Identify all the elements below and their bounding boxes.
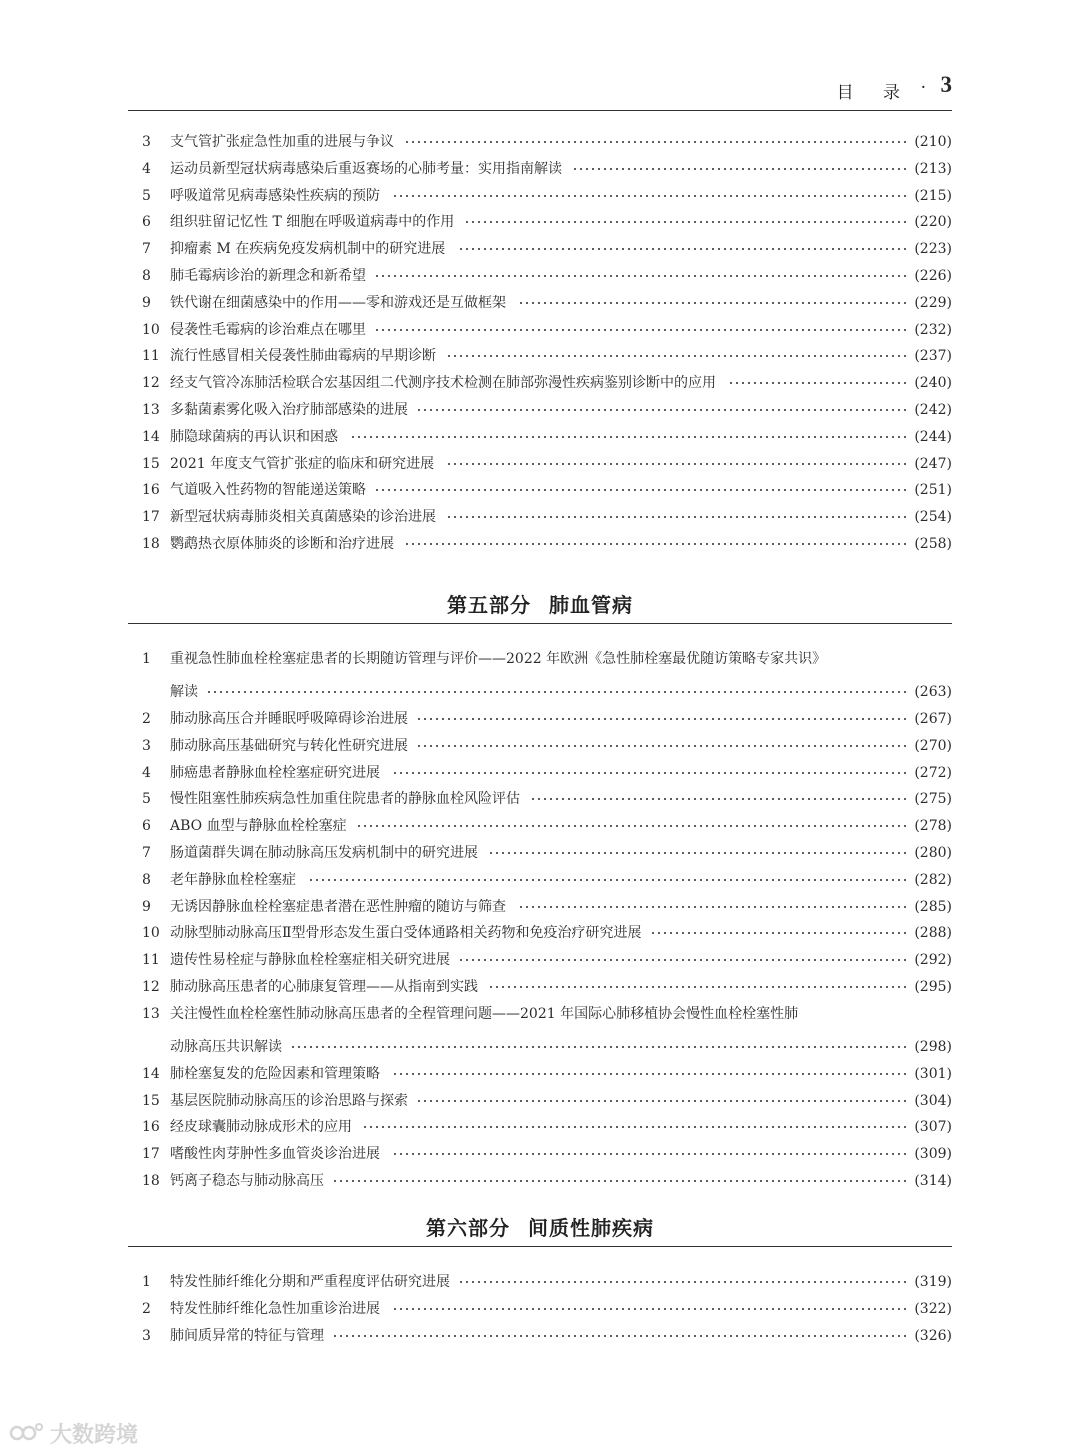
entry-number: 13 (142, 1005, 160, 1022)
toc-entry (128, 264, 952, 288)
entry-number: 2 (142, 711, 151, 727)
entry-page: (314) (914, 1173, 952, 1189)
watermark-text: 大数跨境 (50, 1422, 139, 1448)
leader-dots (404, 141, 908, 143)
entry-page: (251) (914, 482, 952, 499)
toc-entry (128, 1270, 952, 1294)
entry-number: 16 (142, 1119, 160, 1136)
entry-title: 特发性肺纤维化急性加重诊治进展 (170, 1300, 380, 1317)
leader-dots (308, 879, 908, 881)
leader-dots (416, 745, 908, 747)
entry-page: (278) (914, 818, 952, 835)
leader-dots (374, 275, 908, 277)
entry-title: 运动员新型冠状病毒感染后重返赛场的心肺考量：实用指南解读 (170, 160, 562, 177)
section-part-label: 第五部分 (447, 593, 531, 617)
entry-number: 8 (142, 268, 151, 284)
toc-entry (128, 344, 952, 368)
leader-dots (374, 329, 908, 331)
entry-title: 钙离子稳态与肺动脉高压 (170, 1173, 324, 1189)
leader-dots (488, 986, 908, 988)
entry-number: 15 (142, 1092, 160, 1109)
entry-number: 3 (142, 737, 151, 754)
leader-dots (362, 1126, 908, 1128)
toc-entry (128, 895, 952, 919)
leader-dots (650, 932, 908, 934)
toc-entry (128, 425, 952, 449)
toc-entry (128, 868, 952, 892)
entry-title: 2021 年度支气管扩张症的临床和研究进展 (170, 455, 435, 472)
entry-page: (263) (914, 684, 952, 700)
toc-entry (128, 1142, 952, 1166)
entry-title: 经皮球囊肺动脉成形术的应用 (170, 1119, 352, 1136)
page-header (128, 74, 952, 111)
entry-page: (210) (914, 134, 952, 150)
entry-page: (226) (914, 268, 952, 284)
leader-dots (374, 489, 908, 491)
section-title-5 (128, 589, 952, 618)
entry-title: 动脉型肺动脉高压Ⅱ型骨形态发生蛋白受体通路相关药物和免疫治疗研究进展 (170, 925, 642, 942)
entry-number: 14 (142, 1065, 160, 1082)
toc-entry (128, 707, 952, 731)
toc-entry (128, 532, 952, 556)
entry-page: (267) (914, 711, 952, 727)
entry-number: 17 (142, 509, 160, 526)
entry-number: 9 (142, 898, 151, 915)
entry-title: 肺动脉高压患者的心肺康复管理——从指南到实践 (170, 979, 478, 995)
toc-entry (128, 787, 952, 811)
leader-dots (458, 248, 908, 250)
entry-title: 肺动脉高压基础研究与转化性研究进展 (170, 737, 408, 754)
entry-page: (326) (914, 1327, 952, 1344)
entry-page: (254) (914, 509, 952, 526)
entry-page: (319) (914, 1274, 952, 1290)
entry-page: (307) (914, 1119, 952, 1136)
leader-dots (392, 772, 908, 774)
toc-entry (128, 1062, 952, 1086)
entry-number: 18 (142, 536, 160, 552)
leader-dots (464, 221, 908, 223)
entry-page: (275) (914, 791, 952, 808)
entry-title: 重视急性肺血栓栓塞症患者的长期随访管理与评价——2022 年欧洲《急性肺栓塞最优随访策略专家共识》 (170, 651, 827, 667)
entry-page: (322) (914, 1300, 952, 1317)
entry-number: 9 (142, 294, 151, 311)
leader-dots (416, 1100, 908, 1102)
entry-page: (223) (914, 241, 952, 258)
entry-number: 18 (142, 1173, 160, 1189)
entry-title: 慢性阻塞性肺疾病急性加重住院患者的静脉血栓风险评估 (170, 791, 520, 808)
toc-entry (128, 761, 952, 785)
leader-dots (728, 382, 908, 384)
entry-title: 无诱因静脉血栓栓塞症患者潜在恶性肿瘤的随访与筛查 (170, 898, 506, 915)
entry-page: (285) (914, 898, 952, 915)
entry-number: 15 (142, 455, 160, 472)
toc-entry (128, 948, 952, 972)
entry-page: (229) (914, 294, 952, 311)
header-label: 目 录 (836, 83, 912, 103)
entry-title: 侵袭性毛霉病的诊治难点在哪里 (170, 321, 366, 338)
entry-number: 13 (142, 402, 160, 418)
entry-number: 5 (142, 187, 151, 204)
leader-dots (446, 516, 908, 518)
entry-page: (215) (914, 187, 952, 204)
leader-dots (392, 195, 908, 197)
entry-page: (237) (914, 348, 952, 365)
toc-entry (128, 237, 952, 261)
entry-page: (298) (914, 1038, 952, 1055)
section-name: 间质性肺疾病 (528, 1216, 654, 1240)
toc-entry (128, 184, 952, 208)
toc-entry (128, 210, 952, 234)
entry-number: 1 (142, 651, 151, 667)
toc-entry (128, 647, 952, 671)
entry-title: 特发性肺纤维化分期和严重程度评估研究进展 (170, 1274, 450, 1290)
page-number: 3 (940, 72, 952, 97)
section-rule (128, 623, 952, 624)
entry-title: 多黏菌素雾化吸入治疗肺部感染的进展 (170, 402, 408, 418)
entry-title: 关注慢性血栓栓塞性肺动脉高压患者的全程管理问题——2021 年国际心肺移植协会慢性血栓栓塞性肺 (170, 1005, 799, 1022)
entry-title: 气道吸入性药物的智能递送策略 (170, 482, 366, 499)
entry-number: 12 (142, 979, 160, 995)
leader-dots (392, 1308, 908, 1310)
leader-dots (332, 1180, 908, 1182)
toc-entry (128, 975, 952, 999)
entry-page: (247) (914, 455, 952, 472)
entry-number: 17 (142, 1146, 160, 1163)
toc-entry (128, 478, 952, 502)
leader-dots (572, 168, 908, 170)
entry-number: 11 (142, 348, 160, 365)
entry-title: 新型冠状病毒肺炎相关真菌感染的诊治进展 (170, 509, 436, 526)
entry-page: (232) (914, 321, 952, 338)
entry-page: (244) (914, 428, 952, 445)
entry-page: (270) (914, 737, 952, 754)
toc-entry (128, 921, 952, 945)
leader-dots (356, 825, 908, 827)
watermark-logo-icon (8, 1419, 44, 1447)
entry-title: 肺隐球菌病的再认识和困惑 (170, 428, 338, 445)
entry-number: 12 (142, 375, 160, 392)
toc-entry (128, 452, 952, 476)
leader-dots (416, 409, 908, 411)
entry-page: (242) (914, 402, 952, 418)
leader-dots (332, 1335, 908, 1337)
entry-number: 1 (142, 1274, 151, 1290)
leader-dots (404, 543, 908, 545)
toc-entry (128, 1115, 952, 1139)
leader-dots (458, 959, 908, 961)
entry-number: 2 (142, 1300, 151, 1317)
entry-page: (304) (914, 1092, 952, 1109)
entry-page: (272) (914, 764, 952, 781)
entry-number: 6 (142, 214, 151, 231)
entry-page: (240) (914, 375, 952, 392)
section-title-6 (128, 1212, 952, 1241)
entry-number: 6 (142, 818, 151, 835)
entry-page: (295) (914, 979, 952, 995)
toc-entry (128, 1324, 952, 1348)
toc-entry (128, 371, 952, 395)
leader-dots (290, 1046, 908, 1048)
entry-number: 14 (142, 428, 160, 445)
entry-number: 10 (142, 321, 160, 338)
toc-entry (128, 398, 952, 422)
entry-title: 呼吸道常见病毒感染性疾病的预防 (170, 187, 380, 204)
leader-dots (530, 798, 908, 800)
section-name: 肺血管病 (549, 593, 633, 617)
entry-number: 10 (142, 925, 160, 942)
watermark (8, 1416, 138, 1450)
entry-page: (280) (914, 845, 952, 861)
toc-entry (128, 1297, 952, 1321)
leader-dots (458, 1281, 908, 1283)
entry-title-continuation: 解读 (170, 684, 198, 700)
toc-entry (128, 1002, 952, 1026)
toc-entry (128, 130, 952, 154)
entry-number: 8 (142, 871, 151, 888)
entry-page: (288) (914, 925, 952, 942)
section-part-label: 第六部分 (426, 1216, 510, 1240)
entry-title: 遗传性易栓症与静脉血栓栓塞症相关研究进展 (170, 952, 450, 969)
toc-entry (128, 841, 952, 865)
leader-dots (446, 355, 908, 357)
entry-title: 鹦鹉热衣原体肺炎的诊断和治疗进展 (170, 536, 394, 552)
entry-page: (220) (914, 214, 952, 231)
entry-number: 16 (142, 482, 160, 499)
entry-number: 4 (142, 160, 151, 177)
leader-dots (416, 718, 908, 720)
leader-dots (392, 1073, 908, 1075)
entry-number: 11 (142, 952, 160, 969)
entry-title: 老年静脉血栓栓塞症 (170, 871, 296, 888)
entry-title: 组织驻留记忆性 T 细胞在呼吸道病毒中的作用 (170, 214, 455, 231)
toc-entry-continuation (128, 1035, 952, 1059)
toc-entry (128, 1169, 952, 1193)
entry-number: 3 (142, 134, 151, 150)
entry-title: 肺毛霉病诊治的新理念和新希望 (170, 268, 366, 284)
entry-title: ABO 血型与静脉血栓栓塞症 (170, 818, 347, 835)
entry-number: 3 (142, 1327, 151, 1344)
entry-title: 铁代谢在细菌感染中的作用——零和游戏还是互做框架 (170, 294, 506, 311)
entry-page: (309) (914, 1146, 952, 1163)
toc-entry (128, 734, 952, 758)
header-separator-dot: · (920, 78, 926, 98)
toc-entry (128, 814, 952, 838)
entry-title: 经支气管冷冻肺活检联合宏基因组二代测序技术检测在肺部弥漫性疾病鉴别诊断中的应用 (170, 375, 716, 392)
entry-title: 基层医院肺动脉高压的诊治思路与探索 (170, 1092, 408, 1109)
entry-page: (301) (914, 1065, 952, 1082)
toc-entry (128, 318, 952, 342)
entry-number: 7 (142, 241, 151, 258)
leader-dots (350, 436, 908, 438)
entry-title: 肺间质异常的特征与管理 (170, 1327, 324, 1344)
toc-entry (128, 157, 952, 181)
entry-page: (292) (914, 952, 952, 969)
entry-page: (258) (914, 536, 952, 552)
entry-title-continuation: 动脉高压共识解读 (170, 1038, 282, 1055)
entry-page: (213) (914, 160, 952, 177)
entry-title: 流行性感冒相关侵袭性肺曲霉病的早期诊断 (170, 348, 436, 365)
entry-title: 支气管扩张症急性加重的进展与争议 (170, 134, 394, 150)
toc-entry (128, 291, 952, 315)
leader-dots (206, 691, 908, 693)
entry-title: 肠道菌群失调在肺动脉高压发病机制中的研究进展 (170, 845, 478, 861)
leader-dots (488, 852, 908, 854)
leader-dots (446, 463, 908, 465)
entry-title: 肺栓塞复发的危险因素和管理策略 (170, 1065, 380, 1082)
entry-number: 4 (142, 764, 151, 781)
entry-title: 嗜酸性肉芽肿性多血管炎诊治进展 (170, 1146, 380, 1163)
toc-entry-continuation (128, 680, 952, 704)
entry-title: 肺动脉高压合并睡眠呼吸障碍诊治进展 (170, 711, 408, 727)
entry-title: 抑瘤素 M 在疾病免疫发病机制中的研究进展 (170, 241, 446, 258)
leader-dots (518, 302, 908, 304)
leader-dots (392, 1153, 908, 1155)
entry-title: 肺癌患者静脉血栓栓塞症研究进展 (170, 764, 380, 781)
leader-dots (518, 906, 908, 908)
toc-entry (128, 505, 952, 529)
section-rule (128, 1246, 952, 1247)
entry-number: 7 (142, 845, 151, 861)
entry-number: 5 (142, 791, 151, 808)
toc-entry (128, 1089, 952, 1113)
entry-page: (282) (914, 871, 952, 888)
